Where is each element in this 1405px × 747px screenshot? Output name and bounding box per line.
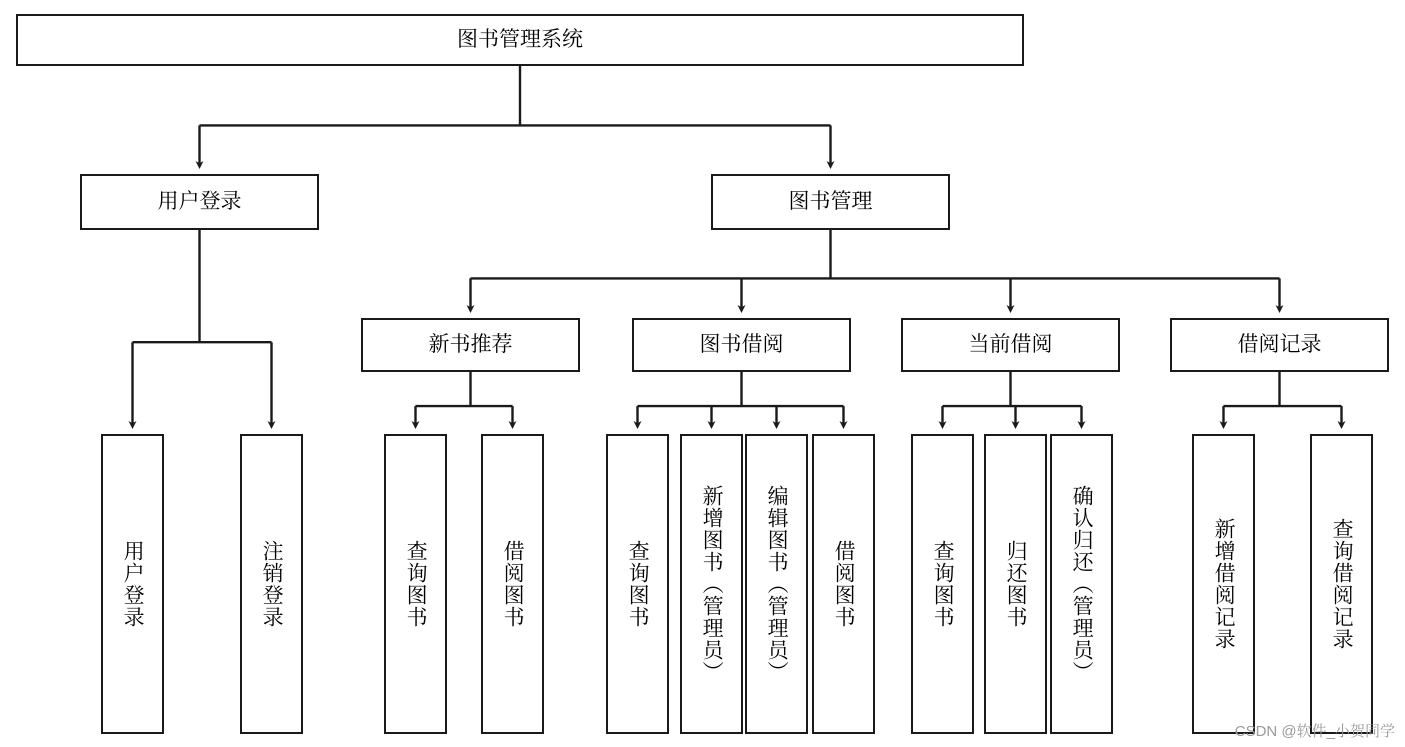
node-leaf-edit-book-admin[interactable] — [745, 434, 808, 734]
node-leaf-confirm-return-admin[interactable] — [1050, 434, 1113, 734]
node-label: 编辑图书（管理员） — [765, 485, 789, 683]
node-label: 新增借阅记录 — [1212, 518, 1236, 650]
node-label: 确认归还（管理员） — [1070, 485, 1094, 683]
node-label: 注销登录 — [260, 540, 284, 628]
node-leaf-query-book-new[interactable] — [384, 434, 447, 734]
node-leaf-logout[interactable] — [240, 434, 303, 734]
node-label: 查询图书 — [404, 540, 428, 628]
node-label: 用户登录 — [157, 189, 242, 213]
node-label: 查询图书 — [931, 540, 955, 628]
node-current-borrow[interactable] — [901, 318, 1120, 372]
node-leaf-user-login[interactable] — [101, 434, 164, 734]
node-leaf-return-book[interactable] — [984, 434, 1047, 734]
node-new-book-recommend[interactable] — [361, 318, 580, 372]
node-label: 用户登录 — [121, 540, 145, 628]
node-leaf-query-book[interactable] — [606, 434, 669, 734]
node-label: 查询借阅记录 — [1330, 518, 1354, 650]
node-root[interactable] — [16, 14, 1024, 66]
node-leaf-borrow-book-new[interactable] — [481, 434, 544, 734]
node-label: 当前借阅 — [968, 332, 1053, 356]
node-label: 图书管理 — [788, 189, 873, 213]
node-user-login[interactable] — [80, 174, 319, 230]
node-leaf-add-borrow-record[interactable] — [1192, 434, 1255, 734]
node-label: 图书借阅 — [699, 332, 784, 356]
node-borrow-records[interactable] — [1170, 318, 1389, 372]
node-label: 借阅图书 — [501, 540, 525, 628]
node-leaf-query-borrow-record[interactable] — [1310, 434, 1373, 734]
node-leaf-query-book-current[interactable] — [911, 434, 974, 734]
node-label: 新增图书（管理员） — [700, 485, 724, 683]
node-label: 新书推荐 — [428, 332, 513, 356]
node-book-borrow[interactable] — [632, 318, 851, 372]
node-leaf-add-book-admin[interactable] — [680, 434, 743, 734]
node-label: 查询图书 — [626, 540, 650, 628]
watermark: CSDN @软件_小贺同学 — [1234, 723, 1395, 740]
node-label: 借阅图书 — [832, 540, 856, 628]
node-book-management[interactable] — [711, 174, 950, 230]
node-label: 归还图书 — [1004, 540, 1028, 628]
node-leaf-borrow-book[interactable] — [812, 434, 875, 734]
node-label: 图书管理系统 — [457, 27, 583, 51]
node-label: 借阅记录 — [1237, 332, 1322, 356]
